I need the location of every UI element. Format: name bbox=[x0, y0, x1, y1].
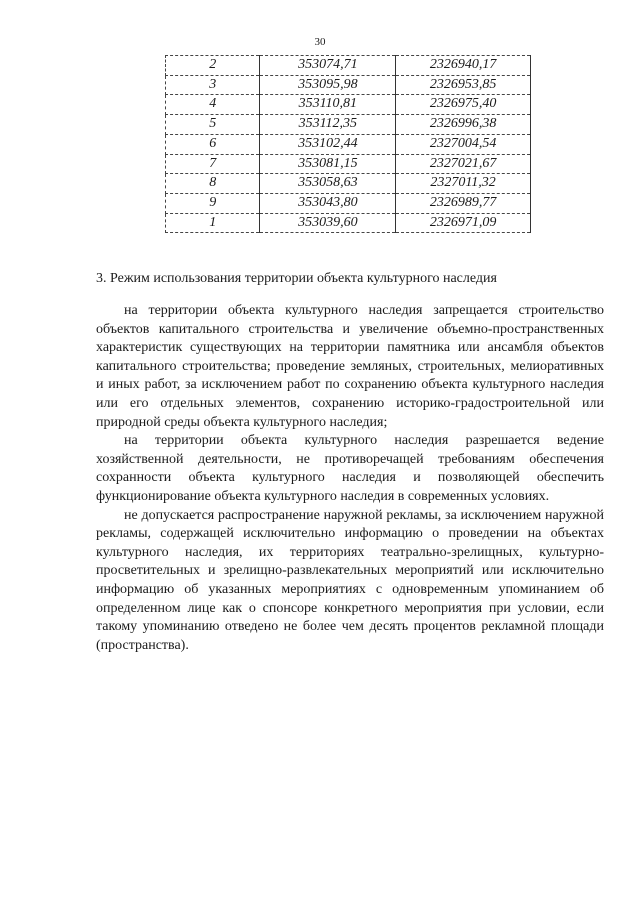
point-number-cell: 2 bbox=[166, 56, 260, 76]
y-coordinate-cell: 2326996,38 bbox=[396, 115, 531, 135]
y-coordinate-cell: 2326953,85 bbox=[396, 75, 531, 95]
point-number-cell: 8 bbox=[166, 174, 260, 194]
x-coordinate-cell: 353058,63 bbox=[260, 174, 396, 194]
table-row bbox=[166, 154, 531, 174]
paragraph-permissions: на территории объекта культурного наследия разрешается ведение хозяйственной деятельности, не противоречащей требованиям обеспечения сохранности объекта культурного наследия и позволяющей обеспечить функционирование объекта культурного наследия в современных условиях. bbox=[96, 433, 604, 504]
table-row bbox=[166, 75, 531, 95]
table-row bbox=[166, 56, 531, 76]
paragraph-advertising: не допускается распространение наружной рекламы, за исключением наружной рекламы, содержащей исключительно информацию о проведении на объектах культурного наследия, их территориях театрально-зрелищных, культурно-просветительных и зрелищно-развлекательных мероприятий или исключительно информацию об указанных мероприятиях с одновременным упоминанием об определенном лице как о спонсоре конкретного мероприятия при условии, если такому упоминанию отведено не более чем десять процентов рекламной площади (пространства). bbox=[96, 507, 604, 653]
x-coordinate-cell: 353074,71 bbox=[260, 56, 396, 76]
table-row bbox=[166, 115, 531, 135]
y-coordinate-cell: 2326971,09 bbox=[396, 213, 531, 233]
coordinates-table bbox=[165, 55, 531, 233]
point-number-cell: 9 bbox=[166, 193, 260, 213]
point-number-cell: 3 bbox=[166, 75, 260, 95]
y-coordinate-cell: 2326989,77 bbox=[396, 193, 531, 213]
point-number-cell: 4 bbox=[166, 95, 260, 115]
point-number-cell: 7 bbox=[166, 154, 260, 174]
point-number-cell: 6 bbox=[166, 134, 260, 154]
paragraph-prohibitions: на территории объекта культурного наследия запрещается строительство объектов капитального строительства и увеличение объемно-пространственных характеристик существующих на территории памятника или ансамбля объектов капитального строительства; проведение земляных, строительных, мелиоративных и иных работ, за исключением работ по сохранению объекта культурного наследия или его отдельных элементов, сохранению историко-градостроительной или природной среды объекта культурного наследия; bbox=[96, 303, 604, 430]
y-coordinate-cell: 2327021,67 bbox=[396, 154, 531, 174]
x-coordinate-cell: 353043,80 bbox=[260, 193, 396, 213]
y-coordinate-cell: 2327004,54 bbox=[396, 134, 531, 154]
section-heading: 3. Режим использования территории объекта культурного наследия bbox=[96, 271, 497, 286]
coordinates-table-body bbox=[166, 56, 531, 233]
page-number: 30 bbox=[314, 36, 326, 48]
point-number-cell: 1 bbox=[166, 213, 260, 233]
x-coordinate-cell: 353039,60 bbox=[260, 213, 396, 233]
table-row bbox=[166, 174, 531, 194]
table-row bbox=[166, 213, 531, 233]
x-coordinate-cell: 353081,15 bbox=[260, 154, 396, 174]
table-row bbox=[166, 193, 531, 213]
point-number-cell: 5 bbox=[166, 115, 260, 135]
y-coordinate-cell: 2327011,32 bbox=[396, 174, 531, 194]
y-coordinate-cell: 2326940,17 bbox=[396, 56, 531, 76]
x-coordinate-cell: 353110,81 bbox=[260, 95, 396, 115]
x-coordinate-cell: 353112,35 bbox=[260, 115, 396, 135]
x-coordinate-cell: 353095,98 bbox=[260, 75, 396, 95]
x-coordinate-cell: 353102,44 bbox=[260, 134, 396, 154]
section-body bbox=[96, 302, 604, 655]
table-row bbox=[166, 95, 531, 115]
table-row bbox=[166, 134, 531, 154]
y-coordinate-cell: 2326975,40 bbox=[396, 95, 531, 115]
